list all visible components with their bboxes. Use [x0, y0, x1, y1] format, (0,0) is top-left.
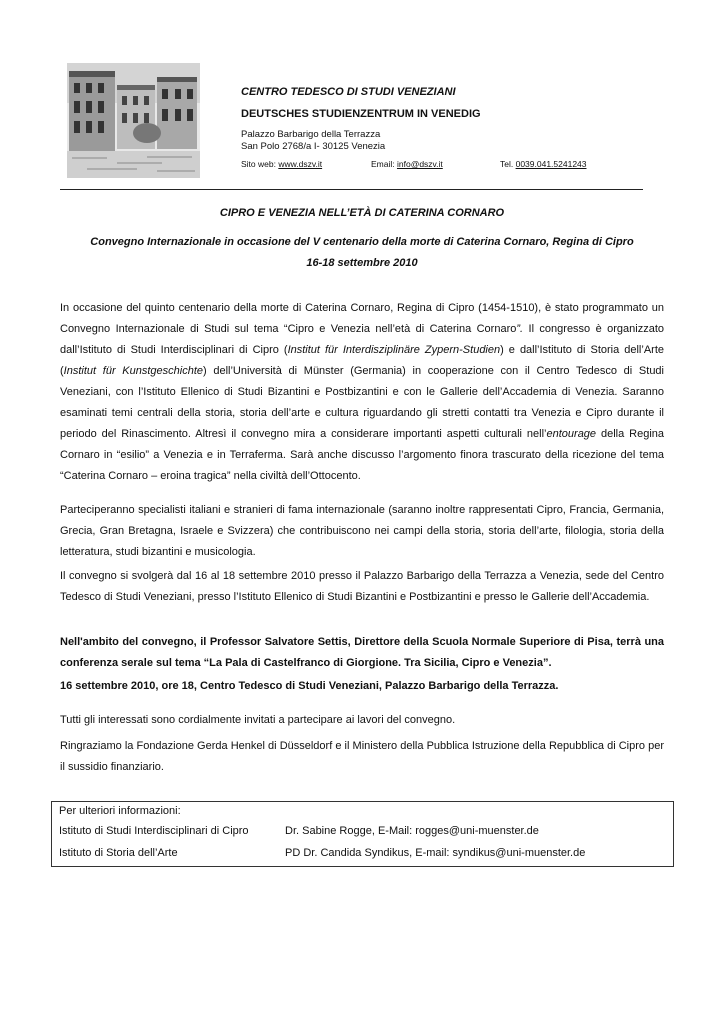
intro-text-institute-zypern: Institut für Interdisziplinäre Zypern-Studien [287, 344, 501, 356]
intro-text-b: ”. [516, 323, 524, 335]
email-label: Email: [371, 159, 397, 169]
header-website [241, 159, 322, 169]
palazzo-engraving-logo [67, 63, 200, 178]
paragraph-lecture [60, 632, 664, 674]
subtitle-line-1: Convegno Internazionale in occasione del V centenario della morte di Caterina Cornaro, Regina di Cipro [90, 236, 634, 248]
website-link[interactable]: www.dszv.it [278, 159, 323, 169]
document-title: CIPRO E VENEZIA NELL’ETÀ DI CATERINA CORNARO [219, 207, 505, 219]
contact-institute-2: Istituto di Storia dell’Arte [59, 847, 178, 859]
lecture-text: Nell'ambito del convegno, il Professor Salvatore Settis, Direttore della Scuola Normale Superiore di Pisa, terrà una conferenza serale sul tema “La Pala di Castelfranco di Giorgione. Tra Sicilia, Cipro e Venezia”. [60, 636, 664, 669]
header-title-italian: CENTRO TEDESCO DI STUDI VENEZIANI [241, 86, 456, 98]
email-link[interactable]: info@dszv.it [396, 159, 443, 169]
contact-person-1: Dr. Sabine Rogge, E-Mail: rogges@uni-muenster.de [285, 825, 539, 837]
document-subtitle [60, 232, 664, 274]
lecture-date-text: 16 settembre 2010, ore 18, Centro Tedesco di Studi Veneziani, Palazzo Barbarigo della Terrazza. [60, 680, 559, 692]
venue-text: Il convegno si svolgerà dal 16 al 18 settembre 2010 presso il Palazzo Barbarigo della Terrazza a Venezia, sede del Centro Tedesco di Studi Veneziani, presso l’Istituto Ellenico di Studi Bizantini e Postbizantini e presso le Gallerie dell’Accademia. [60, 570, 664, 603]
paragraph-participants [60, 500, 664, 563]
intro-text-e: ) e dall’Istituto di Storia dell’Arte ( [60, 344, 664, 377]
header-divider [60, 189, 643, 190]
contact-info-heading: Per ulteriori informazioni: [59, 805, 181, 817]
contact-info-box [51, 801, 674, 867]
website-label: Sito web: [241, 159, 279, 169]
paragraph-thanks [60, 736, 664, 778]
paragraph-venue [60, 566, 664, 608]
contact-person-2: PD Dr. Candida Syndikus, E-mail: syndikus@uni-muenster.de [285, 847, 586, 859]
header-address-line2: San Polo 2768/a I- 30125 Venezia [241, 141, 386, 152]
intro-text-g: ) dell’Università di Münster (Germania) in cooperazione con il Centro Tedesco di Studi Veneziani, con l’Istituto Ellenico di Studi Bizantini e Postbizantini e con le Gallerie dell’Accademia di Venezia. Saranno esaminati temi centrali della storia, storia dell’arte e cultura riguardando gli stretti contatti tra Venezia e Cipro durante il periodo del Rinascimento. Altresì il convegno mira a considerare importanti aspetti culturali nell’ [60, 365, 664, 440]
invitation-text: Tutti gli interessati sono cordialmente invitati a partecipare ai lavori del convegno. [60, 714, 456, 726]
header-email [371, 159, 443, 169]
paragraph-lecture-date [60, 676, 664, 697]
paragraph-invitation [60, 710, 664, 731]
contact-institute-1: Istituto di Studi Interdisciplinari di Cipro [59, 825, 249, 837]
header-title-german: DEUTSCHES STUDIENZENTRUM IN VENEDIG [241, 108, 481, 120]
participants-text: Parteciperanno specialisti italiani e stranieri di fama internazionale (saranno inoltre rappresentati Cipro, Francia, Germania, Grecia, Gran Bretagna, Israele e Svizzera) che contribuiscono nei campi della storia, storia dell’arte, filologia, storia della letteratura, studi bizantini e musicologia. [60, 504, 664, 558]
paragraph-introduction [60, 298, 664, 487]
intro-text-i: della Regina Cornaro in “esilio” a Venezia e in Terraferma. Sarà anche discusso l’argomento finora trascurato della ricezione del tema “Caterina Cornaro – eroina tragica” nella civiltà dell’Ottocento. [60, 428, 664, 482]
header-address-line1: Palazzo Barbarigo della Terrazza [241, 129, 381, 140]
telephone-label: Tel. [500, 159, 516, 169]
intro-text-c: Il congresso è organizzato dall’Istituto di Studi Interdisciplinari di Cipro ( [60, 323, 664, 356]
intro-text-entourage: entourage [546, 428, 597, 440]
intro-text-a: In occasione del quinto centenario della morte di Caterina Cornaro, Regina di Cipro (1454-1510), è stato programmato un Convegno Internazionale di Studi sul tema “Cipro e Venezia nell’età di Caterina Cornaro [60, 302, 664, 335]
intro-text-institute-kunst: Institut für Kunstgeschichte [63, 365, 204, 377]
telephone-link[interactable]: 0039.041.5241243 [515, 159, 587, 169]
subtitle-date: 16-18 settembre 2010 [306, 257, 418, 269]
thanks-text: Ringraziamo la Fondazione Gerda Henkel di Düsseldorf e il Ministero della Pubblica Istruzione della Repubblica di Cipro per il sussidio finanziario. [60, 740, 664, 773]
header-telephone [500, 159, 587, 169]
